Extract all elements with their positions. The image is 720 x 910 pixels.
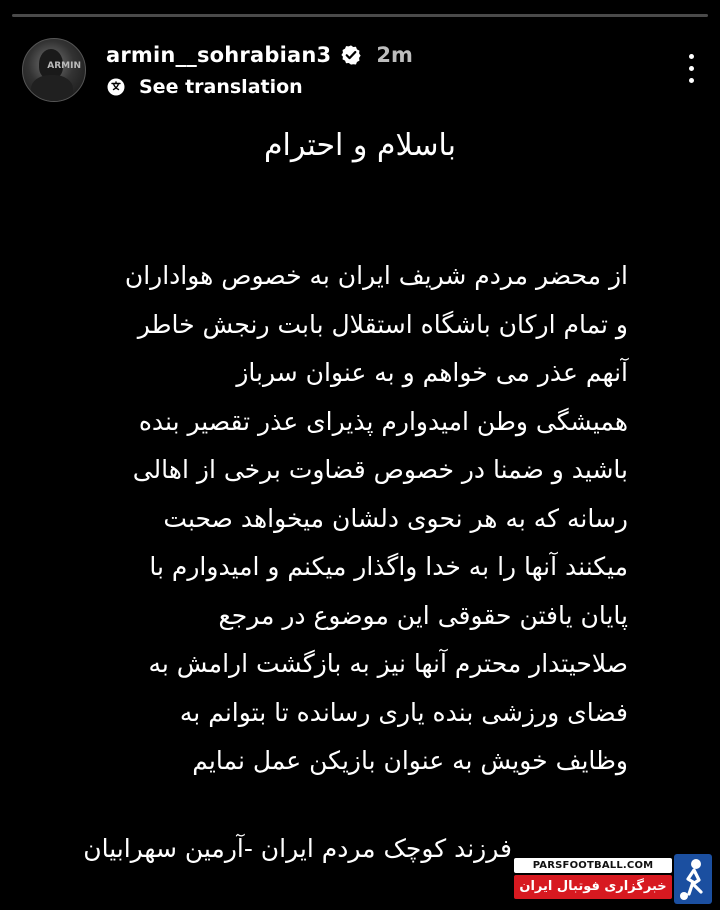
more-dot bbox=[689, 54, 694, 59]
post-message-line: رسانه که به هر نحوی دلشان میخواهد صحبت bbox=[163, 503, 628, 533]
post-message-line: باشید و ضمنا در خصوص قضاوت برخی از اهالی bbox=[132, 455, 628, 484]
story-progress-bar bbox=[12, 14, 708, 17]
avatar-label: ARMIN bbox=[47, 61, 81, 71]
translate-icon bbox=[106, 77, 126, 97]
post-message-line: پایان یافتن حقوقی این موضوع در مرجع bbox=[218, 600, 628, 630]
username-link[interactable]: armin__sohrabian3 bbox=[106, 43, 332, 67]
post-message-line: همیشگی وطن امیدوارم پذیرای عذر تقصیر بنده bbox=[138, 406, 628, 436]
post-message-line: میکنند آنها را به خدا واگذار میکنم و امیدوارم با bbox=[149, 552, 628, 581]
watermark-tagline: خبرگزاری فوتبال ایران bbox=[514, 875, 672, 899]
post-message-line: وظایف خویش به عنوان بازیکن عمل نمایم bbox=[192, 746, 628, 775]
verified-badge-icon bbox=[340, 44, 362, 66]
watermark-site: PARSFOOTBALL.COM bbox=[514, 858, 672, 873]
avatar-body bbox=[31, 75, 73, 102]
translation-row[interactable] bbox=[106, 74, 303, 100]
more-dot bbox=[689, 78, 694, 83]
post-message-line: و تمام ارکان باشگاه استقلال بابت رنجش خاطر bbox=[137, 309, 628, 339]
post-message-line: از محضر مردم شریف ایران به خصوص هواداران bbox=[124, 261, 628, 290]
post-message bbox=[88, 252, 628, 786]
see-translation-link[interactable]: See translation bbox=[139, 76, 303, 98]
story-header bbox=[22, 38, 698, 104]
username-row bbox=[106, 40, 413, 70]
watermark bbox=[514, 854, 712, 904]
post-message-line: صلاحیتدار محترم آنها نیز به بازگشت ارامش به bbox=[148, 649, 628, 678]
post-greeting: باسلام و احترام bbox=[263, 128, 457, 163]
post-message-line: فضای ورزشی بنده یاری رسانده تا بتوانم به bbox=[179, 697, 628, 727]
post-signature: فرزند کوچک مردم ایران -آرمین سهرابیان bbox=[83, 834, 512, 863]
avatar[interactable] bbox=[22, 38, 86, 102]
more-dot bbox=[689, 66, 694, 71]
post-time: 2m bbox=[376, 43, 413, 67]
more-vertical-icon[interactable] bbox=[686, 52, 698, 86]
watermark-logo-icon bbox=[674, 854, 712, 904]
post-message-line: آنهم عذر می خواهم و به عنوان سرباز bbox=[236, 358, 628, 387]
